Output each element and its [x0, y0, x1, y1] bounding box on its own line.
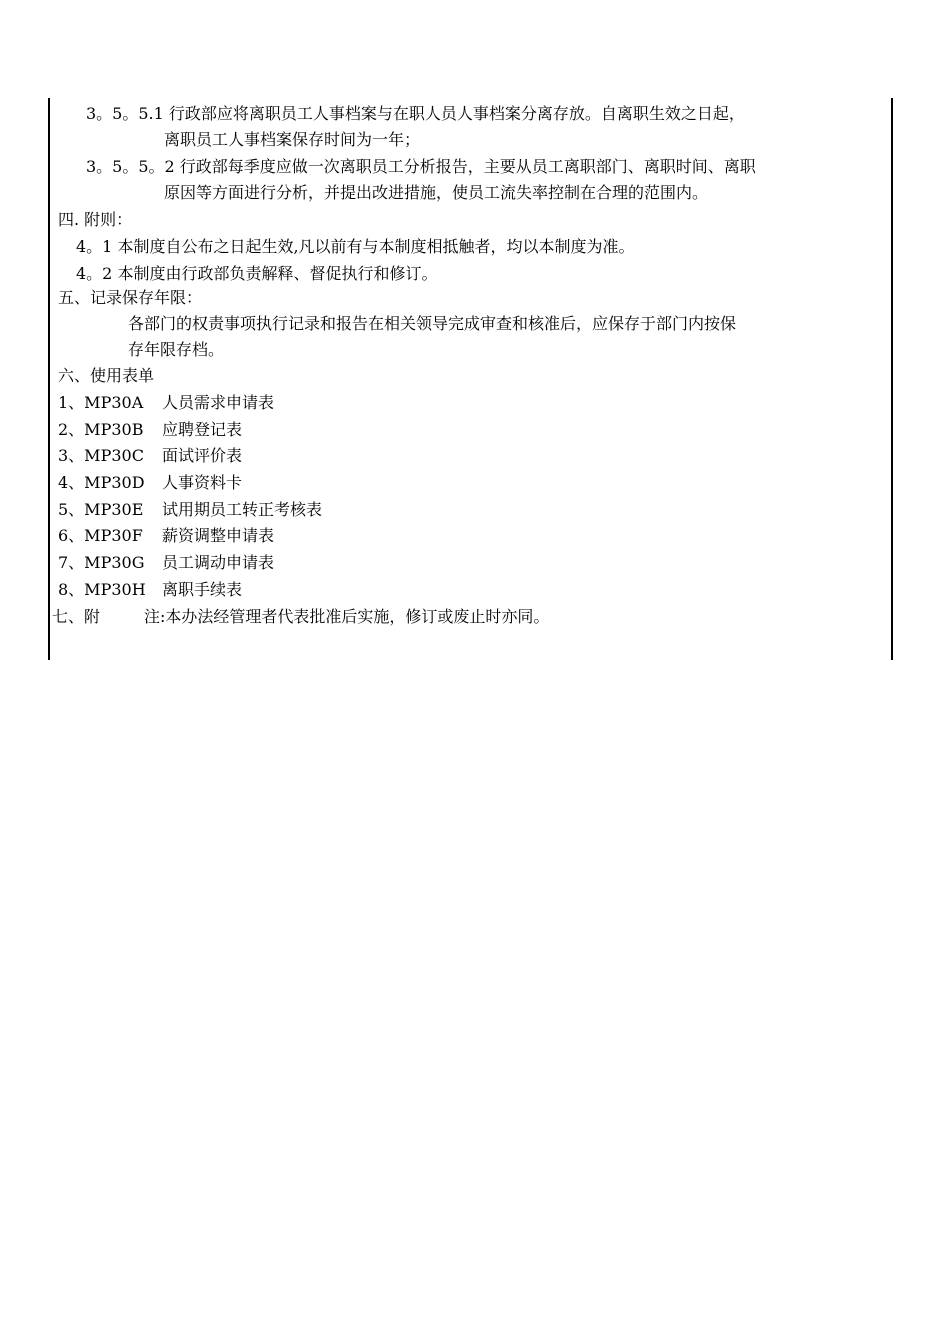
form-list-item — [58, 553, 274, 573]
form-code: 4、MP30D — [58, 473, 145, 492]
form-list-item — [58, 420, 242, 440]
form-name: 应聘登记表 — [162, 420, 243, 439]
form-code: 5、MP30E — [58, 500, 144, 519]
form-list-item — [58, 473, 242, 493]
form-list-item — [58, 526, 274, 546]
form-name: 人事资料卡 — [162, 473, 243, 492]
section-7-row — [52, 607, 549, 627]
clause-3-5-5-1-line1: 3。5。5.1 行政部应将离职员工人事档案与在职人员人事档案分离存放。自离职生效之日起， — [86, 104, 745, 123]
form-code: 2、MP30B — [58, 420, 144, 439]
section-7-note: 注:本办法经管理者代表批准后实施，修订或废止时亦同。 — [144, 607, 550, 626]
section-5-text-line1: 各部门的权责事项执行记录和报告在相关领导完成审查和核准后，应保存于部门内按保 — [128, 314, 737, 333]
form-name: 薪资调整申请表 — [162, 526, 275, 545]
form-list-item — [58, 580, 242, 600]
clause-3-5-5-2-line2: 原因等方面进行分析，并提出改进措施，使员工流失率控制在合理的范围内。 — [164, 183, 709, 202]
form-code: 7、MP30G — [58, 553, 145, 572]
form-name: 人员需求申请表 — [162, 393, 275, 412]
section-6-heading: 六、使用表单 — [58, 366, 155, 385]
form-list-item — [58, 500, 322, 520]
form-code: 1、MP30A — [58, 393, 144, 412]
form-list-item — [58, 446, 242, 466]
form-name: 面试评价表 — [162, 446, 243, 465]
clause-4-2: 4。2 本制度由行政部负责解释、督促执行和修订。 — [76, 264, 438, 283]
section-4-heading: 四. 附则： — [58, 210, 133, 229]
form-code: 3、MP30C — [58, 446, 144, 465]
clause-3-5-5-2-line1: 3。5。5。2 行政部每季度应做一次离职员工分析报告，主要从员工离职部门、离职时间、离职 — [86, 157, 756, 176]
form-name: 试用期员工转正考核表 — [162, 500, 323, 519]
clause-4-1: 4。1 本制度自公布之日起生效,凡以前有与本制度相抵触者，均以本制度为准。 — [76, 237, 635, 256]
form-list-item — [58, 393, 274, 413]
clause-3-5-5-1-line2: 离职员工人事档案保存时间为一年； — [164, 130, 421, 149]
section-7-label: 七、附 — [52, 607, 101, 626]
form-code: 8、MP30H — [58, 580, 146, 599]
form-code: 6、MP30F — [58, 526, 143, 545]
section-5-text-line2: 存年限存档。 — [128, 340, 225, 359]
section-5-heading: 五、记录保存年限： — [58, 288, 203, 307]
form-name: 员工调动申请表 — [162, 553, 275, 572]
form-name: 离职手续表 — [162, 580, 243, 599]
